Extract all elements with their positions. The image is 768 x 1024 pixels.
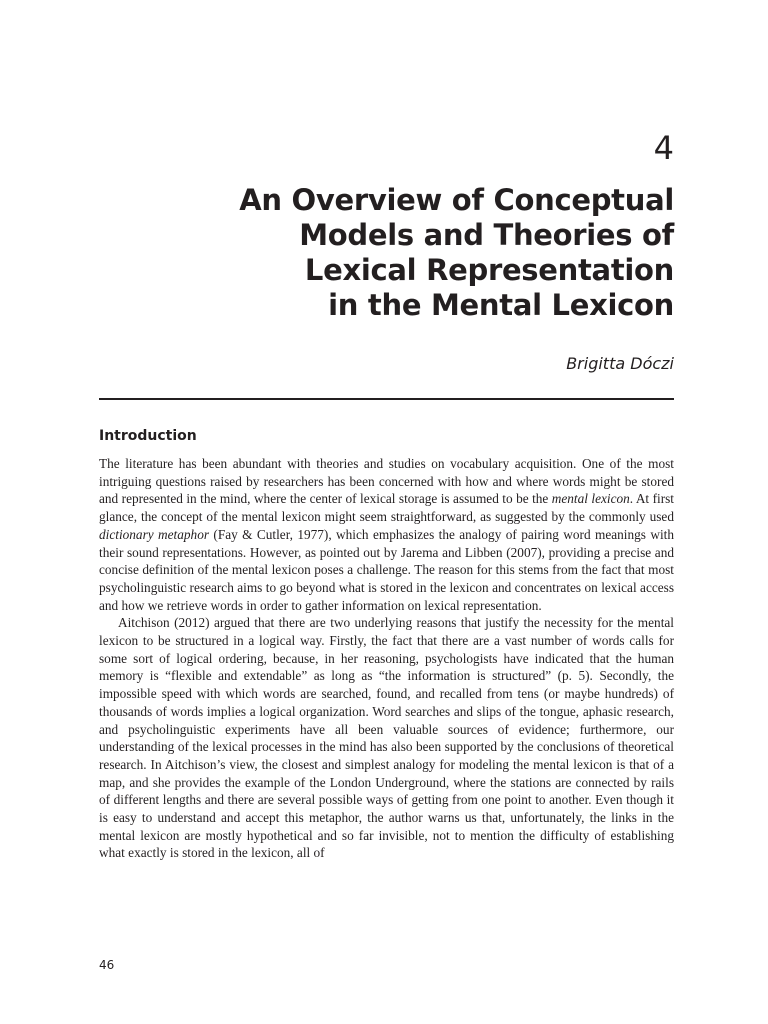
paragraph: Aitchison (2012) argued that there are two underlying reasons that justify the necessity for the mental lexicon to be structured in a logical way. Firstly, the fact that there are a vast number of words calls for some sort of logical ordering, because, in her reasoning, psychologists have indicated that the human memory is “flexible and extendable” as long as “the information is structured” (p. 5). Secondly, the impossible speed with which words are searched, found, and recalled from tens (or maybe hundreds) of thousands of words implies a logical organization. Word searches and slips of the tongue, aphasic research, and psycholinguistic experiments have all been valuable sources of evidence; furthermore, our understanding of the lexical processes in the mind has also been supported by the conclusions of theoretical research. In Aitchison’s view, the closest and simplest analogy for modeling the mental lexicon is that of a map, and she provides the example of the London Underground, where the stations are connected by rails of different lengths and there are several possible ways of getting from one point to another. Even though it is easy to understand and accept this metaphor, the author warns us that, unfortunately, the links in the mental lexicon are mostly hypothetical and so far invisible, not to mention the difficulty of establishing what exactly is stored in the lexicon, all of [99, 615, 674, 861]
chapter-title-line: An Overview of Conceptual [239, 183, 674, 217]
title-divider [99, 398, 674, 400]
chapter-title-line: Models and Theories of [299, 218, 674, 252]
chapter-title [154, 183, 674, 323]
chapter-title-line: in the Mental Lexicon [328, 288, 674, 322]
author-name: Brigitta Dóczi [566, 354, 674, 373]
page-number: 46 [99, 958, 115, 972]
paragraph [99, 455, 674, 614]
emphasis-term: mental lexicon [551, 491, 630, 507]
body-text [99, 455, 674, 862]
emphasis-term: dictionary metaphor [99, 526, 210, 542]
text-run: The literature has been abundant with theories and studies on vocabulary acquisition. One of the most intriguing questions raised by researchers has been concerned with how and where words might be stored and represented in the mind, where the center of lexical storage is assumed to be the [99, 456, 674, 507]
chapter-number: 4 [653, 129, 674, 167]
section-heading: Introduction [99, 428, 197, 444]
text-run: . At first glance, the concept of the mental lexicon might seem straightforward, as suggested by the commonly used [99, 491, 674, 525]
text-run: (Fay & Cutler, 1977), which emphasizes the analogy of pairing word meanings with their sound representations. However, as pointed out by Jarema and Libben (2007), providing a precise and concise definition of the mental lexicon poses a challenge. The reason for this stems from the fact that most psycholinguistic research aims to go beyond what is stored in the lexicon and concentrates on lexical access and how we retrieve words in order to gather information on lexical representation. [99, 526, 674, 613]
chapter-title-line: Lexical Representation [304, 253, 674, 287]
